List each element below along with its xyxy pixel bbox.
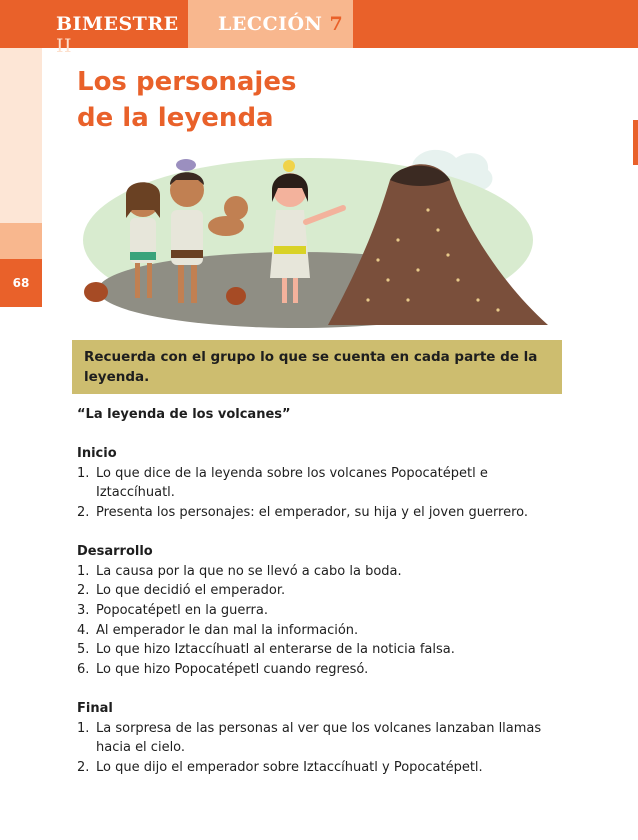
list-item [77,758,567,778]
leccion-tab [188,0,353,48]
item-number: 2. [77,759,90,775]
item-number: 4. [77,622,90,638]
list-item [77,581,567,601]
list-item [77,601,567,621]
illustration-legend-characters [78,140,560,330]
bimestre-word: BIMESTRE [56,13,179,35]
section-title-desarrollo: Desarrollo [77,544,153,560]
instruction-text: Recuerda con el grupo lo que se cuenta en cada parte de la leyenda. [84,349,538,385]
right-edge-marker [633,120,638,165]
item-number: 2. [77,583,90,599]
item-number: 1. [77,465,90,481]
list-desarrollo [77,562,567,680]
list-inicio [77,464,567,523]
item-number: 2. [77,504,90,520]
item-number: 6. [77,661,90,677]
list-item [77,503,567,523]
page-title [77,64,296,136]
bimestre-tab [42,0,187,57]
list-item [77,719,567,758]
side-strip-light [0,48,42,223]
item-text: La sorpresa de las personas al ver que los volcanes lanzaban llamas hacia el cielo. [96,720,542,756]
list-item [77,562,567,582]
item-text: Lo que dice de la leyenda sobre los volcanes Popocatépetl e Iztaccíhuatl. [96,465,488,501]
bimestre-number: II [56,35,73,57]
item-text: Lo que hizo Iztaccíhuatl al enterarse de la noticia falsa. [96,642,455,658]
side-strip-mid [0,223,42,259]
list-item [77,640,567,660]
rock-left [84,282,108,302]
item-text: Presenta los personajes: el emperador, su hija y el joven guerrero. [96,504,529,520]
rock-middle [226,287,246,305]
legend-title: “La leyenda de los volcanes” [77,407,291,422]
instruction-box [72,340,562,394]
title-line-2: de la leyenda [77,103,274,133]
bird [176,159,196,171]
item-text: Lo que decidió el emperador. [96,583,286,599]
list-item [77,660,567,680]
list-item [77,621,567,641]
item-number: 1. [77,563,90,579]
item-text: Lo que dijo el emperador sobre Iztaccíhuatl y Popocatépetl. [96,759,483,775]
page-number: 68 [12,276,30,290]
item-number: 5. [77,642,90,658]
section-title-final: Final [77,700,113,716]
item-number: 3. [77,602,90,618]
leccion-word: LECCIÓN [218,13,323,35]
item-text: Al emperador le dan mal la información. [96,622,359,638]
leccion-number: 7 [329,13,344,35]
content [77,405,567,797]
item-text: La causa por la que no se llevó a cabo la boda. [96,563,402,579]
item-text: Lo que hizo Popocatépetl cuando regresó. [96,661,369,677]
list-final [77,719,567,778]
section-title-inicio: Inicio [77,446,117,462]
title-line-1: Los personajes [77,67,297,97]
list-item [77,464,567,503]
item-number: 1. [77,720,90,736]
item-text: Popocatépetl en la guerra. [96,602,268,618]
